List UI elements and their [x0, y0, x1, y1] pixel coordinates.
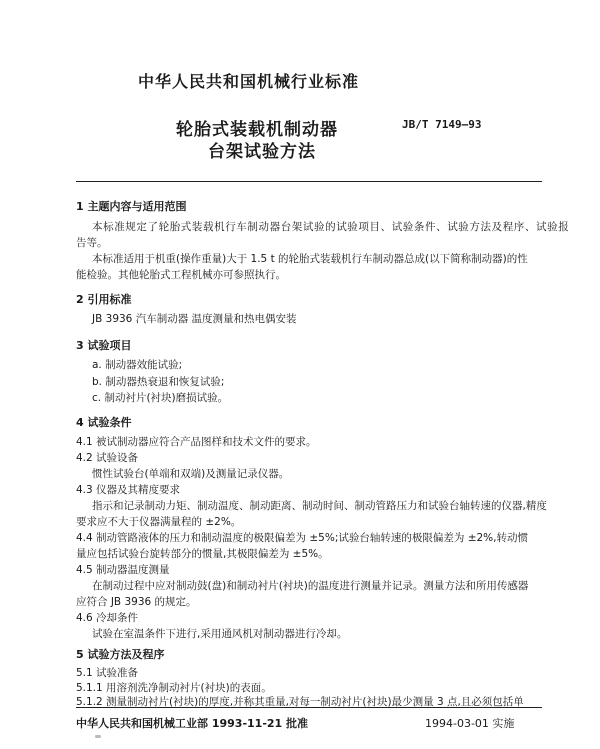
issuing-body-heading: 中华人民共和国机械行业标准: [138, 72, 360, 91]
s1-para2-line1: 本标准适用于机重(操作重量)大于 1.5 t 的轮胎式装载机行车制动器总成(以下简称制动器)的性: [92, 253, 528, 265]
footer-divider: [76, 707, 542, 708]
clause-4-3-line1: 指示和记录制动力矩、制动温度、制动距离、制动时间、制动管路压力和试验台轴转速的仪器,精度: [92, 500, 547, 512]
clause-5-1-2: 5.1.2 测量制动衬片(衬块)的厚度,并称其重量,对每一制动衬片(衬块)最少测量 3 点,且必须包括单: [76, 696, 524, 708]
clause-4-5-line1: 在制动过程中应对制动鼓(盘)和制动衬片(衬块)的温度进行测量并记录。测量方法和所用传感器: [92, 580, 529, 592]
test-item: a. 制动器效能试验;: [92, 359, 183, 371]
section-5-heading: 5 试验方法及程序: [76, 648, 165, 661]
section-1-heading: 1 主题内容与适用范围: [76, 200, 187, 213]
clause-4-2-body: 惯性试验台(单端和双端)及测量记录仪器。: [92, 468, 290, 480]
document-title-line2: 台架试验方法: [208, 142, 316, 162]
clause-4-2-heading: 4.2 试验设备: [76, 452, 139, 464]
test-item: c. 制动衬片(衬块)磨损试验。: [92, 392, 229, 404]
standard-number: JB/T 7149—93: [402, 118, 482, 131]
clause-4-3-line2: 要求应不大于仪器满量程的 ±2%。: [76, 516, 242, 528]
referenced-standard: JB 3936 汽车制动器 温度测量和热电偶安装: [92, 313, 297, 325]
effective-date: 1994-03-01 实施: [425, 717, 515, 730]
section-3-heading: 3 试验项目: [76, 339, 132, 352]
clause-4-1: 4.1 被试制动器应符合产品图样和技术文件的要求。: [76, 436, 317, 448]
clause-4-5-line2: 应符合 JB 3936 的规定。: [76, 596, 197, 608]
clause-4-4-line1: 4.4 制动管路液体的压力和制动温度的极限偏差为 ±5%;试验台轴转速的极限偏差为 ±2%,转动惯: [76, 532, 528, 544]
clause-4-6-heading: 4.6 冷却条件: [76, 612, 139, 624]
approval-line: 中华人民共和国机械工业部 1993-11-21 批准: [76, 717, 309, 730]
clause-5-1-1: 5.1.1 用溶剂洗净制动衬片(衬块)的表面。: [76, 682, 272, 694]
clause-5-1: 5.1 试验准备: [76, 667, 139, 679]
clause-4-6-body: 试验在室温条件下进行,采用通风机对制动器进行冷却。: [92, 628, 348, 640]
clause-4-5-heading: 4.5 制动器温度测量: [76, 564, 170, 576]
section-2-heading: 2 引用标准: [76, 293, 132, 306]
clause-4-4-line2: 量应包括试验台旋转部分的惯量,其极限偏差为 ±5%。: [76, 548, 329, 560]
clause-4-3-heading: 4.3 仪器及其精度要求: [76, 484, 181, 496]
document-title-line1: 轮胎式装载机制动器: [176, 120, 338, 140]
section-4-heading: 4 试验条件: [76, 416, 132, 429]
scan-smudge: [95, 735, 101, 738]
s1-para2-line2: 能检验。其他轮胎式工程机械亦可参照执行。: [76, 269, 286, 281]
header-divider: [76, 181, 542, 182]
test-item: b. 制动器热衰退和恢复试验;: [92, 376, 225, 388]
s1-para1-line2: 告等。: [76, 237, 108, 249]
s1-para1-line1: 本标准规定了轮胎式装载机行车制动器台架试验的试验项目、试验条件、试验方法及程序、试验报: [92, 221, 570, 233]
